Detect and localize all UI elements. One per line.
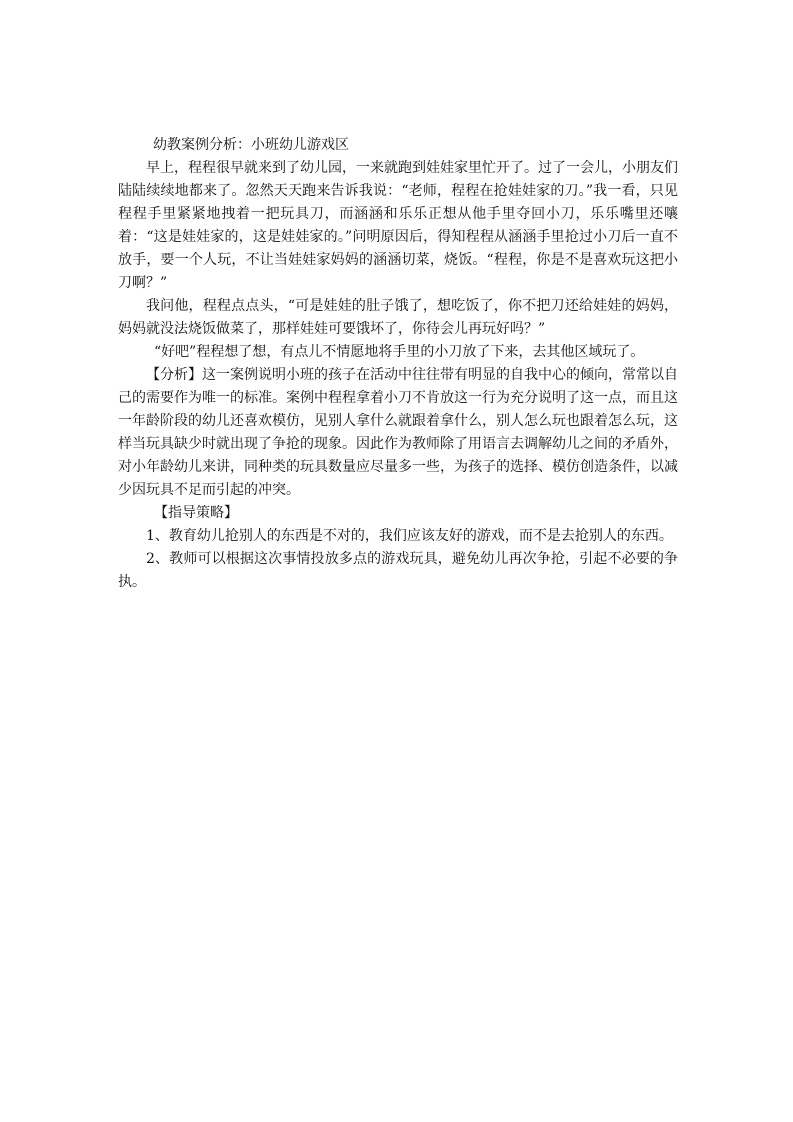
strategy-item-2: 2、教师可以根据这次事情投放多点的游戏玩具，避免幼儿再次争抢，引起不必要的争执。 [118, 551, 678, 590]
strategy-item-1: 1、教育幼儿抢别人的东西是不对的，我们应该友好的游戏，而不是去抢别人的东西。 [146, 528, 673, 544]
paragraph-story: 早上，程程很早就来到了幼儿园，一来就跑到娃娃家里忙开了。过了一会儿，小朋友们陆陆续续地都来了。忽然天天跑来告诉我说：“老师，程程在抢娃娃家的刀。”我一看，只见程程手里紧紧地拽着一把玩具刀，而涵涵和乐乐正想从他手里夺回小刀，乐乐嘴里还嚷着：“这是娃娃家的，这是娃娃家的。”问明原因后，得知程程从涵涵手里抢过小刀后一直不放手，要一个人玩，不让当娃娃家妈妈的涵涵切菜，烧饭。“程程，你是不是喜欢玩这把小刀啊？” [118, 160, 678, 291]
paragraph-analysis: 【分析】这一案例说明小班的孩子在活动中往往带有明显的自我中心的倾向，常常以自己的需要作为唯一的标准。案例中程程拿着小刀不肯放这一行为充分说明了这一点，而且这一年龄阶段的幼儿还喜欢模仿，见别人拿什么就跟着拿什么，别人怎么玩也跟着怎么玩，这样当玩具缺少时就出现了争抢的现象。因此作为教师除了用语言去调解幼儿之间的矛盾外，对小年龄幼儿来讲，同种类的玩具数量应尽量多一些，为孩子的选择、模仿创造条件，以减少因玩具不足而引起的冲突。 [118, 367, 678, 498]
paragraph-dialogue: 我问他，程程点点头，“可是娃娃的肚子饿了，想吃饭了，你不把刀还给娃娃的妈妈，妈妈就没法烧饭做菜了，那样娃娃可要饿坏了，你待会儿再玩好吗？” [118, 298, 678, 337]
document-body [118, 134, 678, 594]
document-title: 幼教案例分析：小班幼儿游戏区 [153, 137, 349, 153]
section-heading-strategy: 【指导策略】 [154, 505, 238, 521]
paragraph-outcome: “好吧”程程想了想，有点儿不情愿地将手里的小刀放了下来，去其他区域玩了。 [154, 344, 645, 360]
